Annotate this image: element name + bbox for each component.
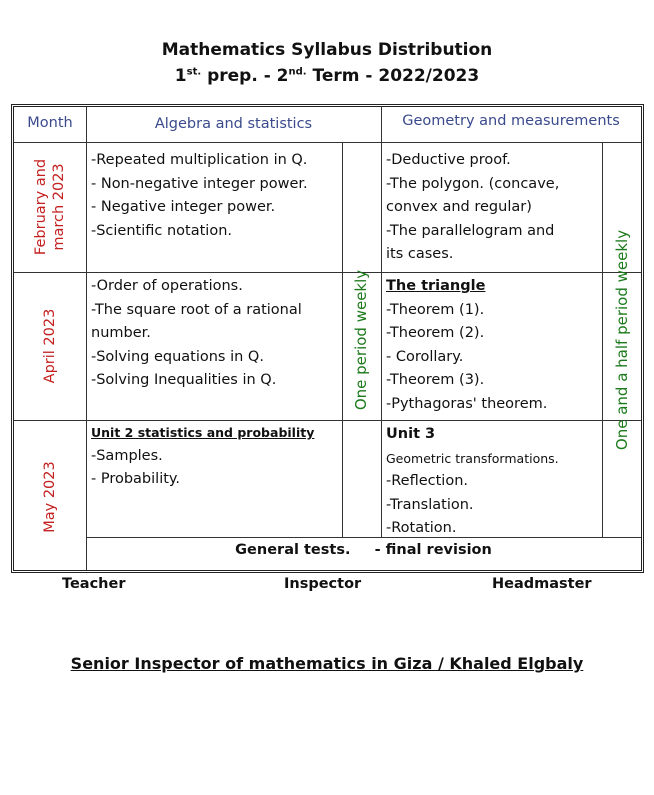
algebra-topic: - Negative integer power. <box>91 199 276 215</box>
geometry-topic: -The parallelogram and <box>386 222 555 239</box>
geometry-heading-unit-3: Unit 3 <box>386 426 436 442</box>
header-geometry: Geometry and measurements <box>402 113 620 129</box>
header-divider <box>14 142 641 143</box>
geometry-heading-triangle: The triangle <box>386 278 486 294</box>
algebra-row-1 <box>91 149 308 243</box>
geometry-topic: -Deductive proof. <box>386 152 511 168</box>
geometry-topic: -The polygon. (concave, <box>386 175 560 192</box>
geometry-topic: convex and regular) <box>386 199 532 215</box>
algebra-topic: -Solving equations in Q. <box>91 348 264 365</box>
document-subtitle <box>0 66 654 86</box>
document-title: Mathematics Syllabus Distribution <box>161 40 493 60</box>
algebra-topic: - Non-negative integer power. <box>91 175 308 192</box>
geometry-row-3 <box>386 423 559 541</box>
geometry-topic: -Theorem (1). <box>386 301 485 318</box>
geometry-rate-divider <box>602 142 603 537</box>
general-tests: General tests. <box>235 542 351 558</box>
algebra-topic: -Order of operations. <box>91 278 243 294</box>
algebra-topic: -Samples. <box>91 447 163 464</box>
algebra-row-2 <box>91 275 302 393</box>
algebra-geometry-divider <box>381 107 382 537</box>
algebra-row-3 <box>91 421 314 492</box>
subtitle-term-suffix: nd. <box>288 66 307 78</box>
algebra-heading-unit-2: Unit 2 statistics and probability <box>91 425 315 440</box>
geometry-topic: -Translation. <box>386 496 474 513</box>
month-col-divider <box>86 107 87 570</box>
final-revision: - final revision <box>374 542 492 558</box>
row-divider-1 <box>14 272 641 273</box>
syllabus-table <box>11 104 644 573</box>
geometry-topic: -Pythagoras' theorem. <box>386 395 548 412</box>
subtitle-year: Term - 2022/2023 <box>306 66 480 86</box>
signature-headmaster: Headmaster <box>492 576 592 592</box>
geometry-topic: -Theorem (2). <box>386 325 485 341</box>
month-feb-line: February and <box>33 158 49 256</box>
algebra-rate-label: One period weekly <box>352 269 370 411</box>
subtitle-prep-suffix: st. <box>186 66 202 78</box>
algebra-topic: -Scientific notation. <box>91 222 232 239</box>
header-algebra: Algebra and statistics <box>154 116 313 132</box>
geometry-topic: -Reflection. <box>386 473 468 489</box>
subtitle-prep-number: 1 <box>174 66 187 86</box>
geometry-topic: its cases. <box>386 246 454 262</box>
algebra-topic: -Solving Inequalities in Q. <box>91 372 277 388</box>
month-may: May 2023 <box>42 461 58 533</box>
algebra-topic: number. <box>91 325 151 341</box>
geometry-topic: -Theorem (3). <box>386 372 485 388</box>
geometry-row-2 <box>386 275 547 416</box>
month-feb-march <box>32 159 68 255</box>
header-month: Month <box>27 115 73 131</box>
geometry-topic: -Rotation. <box>386 520 457 536</box>
algebra-topic: - Probability. <box>91 471 181 487</box>
algebra-topic: -The square root of a rational <box>91 301 302 318</box>
geometry-row-1 <box>386 149 559 267</box>
month-april: April 2023 <box>42 308 58 384</box>
geometry-topic: - Corollary. <box>386 348 464 365</box>
month-march-line: march 2023 <box>51 163 67 251</box>
geometry-rate-label: One and a half period weekly <box>613 229 631 451</box>
signature-teacher: Teacher <box>62 576 126 592</box>
geometry-subheading: Geometric transformations. <box>386 450 559 466</box>
signature-inspector: Inspector <box>284 576 362 592</box>
subtitle-prep-term: prep. - 2 <box>201 66 289 86</box>
algebra-topic: -Repeated multiplication in Q. <box>91 152 308 168</box>
senior-inspector-line: Senior Inspector of mathematics in Giza / Khaled Elgbaly <box>70 654 584 673</box>
algebra-rate-divider-left <box>342 142 343 537</box>
general-tests-row <box>86 542 641 558</box>
